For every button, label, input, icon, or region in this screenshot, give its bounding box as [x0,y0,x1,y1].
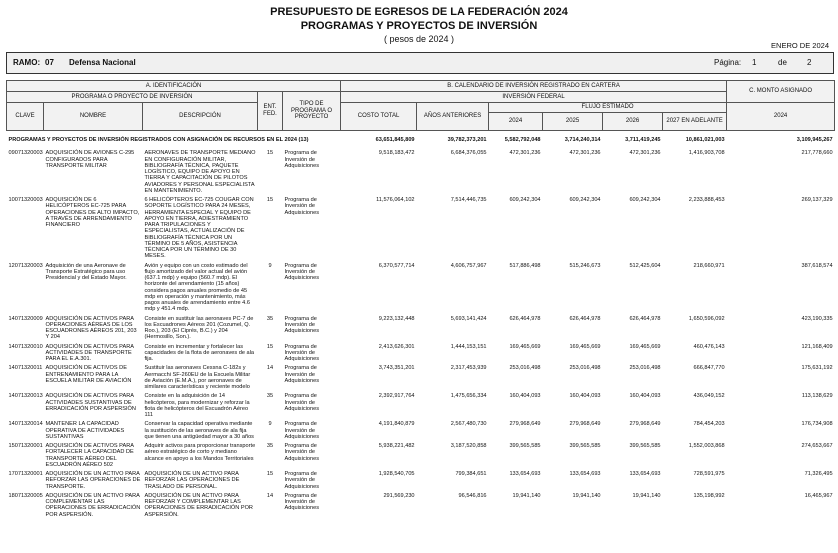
cell-ent-fed: 15 [266,197,274,203]
cell-2027: 1,416,903,708 [688,150,725,157]
total-costo: 63,651,845,809 [375,137,415,143]
investment-table [6,80,835,520]
cell-nombre: ADQUISICIÓN DE AVIONES C-295 CONFIGURADOS PARA TRANSPORTE MILITAR [45,150,135,169]
cell-nombre: ADQUISICIÓN DE ACTIVOS DE ENTRENAMIENTO PARA LA ESCUELA MILITAR DE AVIACIÓN [45,365,132,384]
total-2026: 3,711,419,245 [625,137,661,143]
cell-2024: 517,886,498 [509,262,541,269]
table-header [7,81,835,131]
cell-2027: 666,847,770 [693,365,725,372]
total-2027: 10,861,021,003 [685,137,725,143]
cell-2026: 472,301,236 [629,150,661,157]
col-nombre: NOMBRE [44,103,143,131]
cell-descripcion: Consiste en sustituir las aeronaves PC-7 de los Escuadrones Aéreos 201 (Cozumel, Q. Roo.), 203 (El Ciprés, B.C.) y 204 (Hermosillo, Son.). [144,315,254,341]
cell-2024: 169,465,669 [509,343,541,350]
cell-2027: 2,233,888,453 [688,197,725,203]
cell-2025: 169,465,669 [569,343,601,350]
cell-costo-total: 2,392,917,764 [378,393,415,400]
total-2024: 5,582,792,048 [504,137,541,143]
cell-anos-anteriores: 5,693,141,424 [450,315,487,322]
cell-2026: 133,654,693 [629,471,661,477]
cell-nombre: MANTENER LA CAPACIDAD OPERATIVA DE ACTIVIDADES SUSTANTIVAS [45,421,125,440]
cell-2027: 436,049,152 [693,393,725,400]
cell-clave: 12071320003 [8,262,43,269]
table-row [7,196,835,262]
cell-ent-fed: 14 [266,492,274,499]
cell-anos-anteriores: 1,444,153,151 [450,343,487,350]
report-units: ( pesos de 2024 ) [383,34,455,44]
cell-tipo: Programa de Inversión de Adquisiciones [284,365,320,384]
page-label: Página: [714,58,742,67]
cell-2024: 609,242,304 [509,197,541,203]
cell-costo-total: 3,743,351,201 [378,365,415,372]
cell-nombre: ADQUISICIÓN DE 6 HELICÓPTEROS EC-725 PARA OPERACIONES DE ALTO IMPACTO, A TRAVÉS DE ARRENDAMIENTO FINANCIERO [45,197,140,228]
table-row [7,364,835,392]
table-row [7,392,835,420]
table-row [7,262,835,315]
cell-2026: 512,425,604 [629,262,661,269]
cell-ent-fed: 15 [266,471,274,477]
cell-tipo: Programa de Inversión de Adquisiciones [284,315,320,334]
total-label: PROGRAMAS Y PROYECTOS DE INVERSIÓN REGISTRADOS CON ASIGNACIÓN DE RECURSOS EN EL 2024 (13) [8,137,309,143]
cell-2026: 19,941,140 [632,492,661,499]
table-row [7,149,835,196]
cell-descripcion: Sustituir las aeronaves Cessna C-182s y Aermacchi SF-260EU de la Escuela Militar de Aviación (E.M.A.), por aeronaves de similares características y reciente modelo [144,365,251,390]
cell-costo-total: 9,223,132,448 [378,315,415,322]
cell-2024: 253,016,498 [509,365,541,372]
cell-tipo: Programa de Inversión de Adquisiciones [284,343,320,362]
cell-2024: 399,565,585 [509,443,541,449]
section-monto-asignado: C. MONTO ASIGNADO [727,81,835,103]
col-ent-fed: ENT. FED. [258,92,283,131]
cell-asignado: 71,326,495 [804,471,833,477]
cell-anos-anteriores: 96,546,816 [458,492,487,499]
cell-2025: 133,654,693 [569,471,601,477]
cell-2025: 472,301,236 [569,150,601,157]
report-date: ENERO DE 2024 [771,41,829,50]
col-anos-anteriores: AÑOS ANTERIORES [417,103,489,131]
cell-tipo: Programa de Inversión de Adquisiciones [284,471,320,490]
cell-ent-fed: 15 [266,343,274,350]
section-calendario: B. CALENDARIO DE INVERSIÓN REGISTRADO EN CARTERA [341,81,727,92]
cell-2025: 609,242,304 [569,197,601,203]
cell-descripcion: ADQUISICIÓN DE UN ACTIVO PARA REFORZAR Y COMPLEMENTAR LAS OPERACIONES DE ERRADICACIÓN POR ASPERSIÓN. [144,492,253,518]
page-of-label: de [778,58,787,67]
inversion-federal-header: INVERSIÓN FEDERAL [341,92,727,103]
cell-descripcion: ADQUISICIÓN DE UN ACTIVO PARA REFORZAR LAS OPERACIONES DE TRASLADO DE PERSONAL. [144,471,240,490]
cell-nombre: ADQUISICIÓN DE UN ACTIVO PARA COMPLEMENTAR LAS OPERACIONES DE ERRADICACIÓN POR ASPERSIÓN. [45,492,141,518]
cell-2026: 279,968,649 [629,421,661,428]
cell-asignado: 113,138,629 [801,393,833,400]
cell-tipo: Programa de Inversión de Adquisiciones [284,150,320,169]
col-costo-total: COSTO TOTAL [341,103,417,131]
cell-2026: 626,464,978 [629,315,661,322]
cell-tipo: Programa de Inversión de Adquisiciones [284,443,320,462]
cell-nombre: ADQUISICIÓN DE ACTIVOS PARA ACTIVIDADES DE TRANSPORTE PARA EL E.A.301. [45,343,134,362]
col-tipo: TIPO DE PROGRAMA O PROYECTO [283,92,341,131]
table-row [7,315,835,343]
cell-descripcion: 6 HELICÓPTEROS EC-725 COUGAR CON SOPORTE LOGÍSTICO PARA 24 MESES, HERRAMIENTA ESPECIAL Y EQUIPO DE APOYO EN TIERRA, ADIESTRAMIENTO PARA TRIPULACIONES Y ESPECIALISTAS, ACTUALIZACIÓN DE BIBLIOGRAFÍA TÉCNICA POR UN TÉRMINO DE 5 AÑOS, ASISTENCIA TÉCNICA POR UN TÉRMINO DE 30 MESES. [144,197,254,260]
ramo-label: RAMO: [13,58,41,67]
cell-2025: 626,464,978 [569,315,601,322]
col-2025: 2025 [543,113,603,131]
cell-clave: 15071320001 [8,443,43,449]
cell-costo-total: 291,569,230 [383,492,415,499]
report-title: PRESUPUESTO DE EGRESOS DE LA FEDERACIÓN 2024 [270,6,568,18]
cell-clave: 17071320001 [8,471,43,477]
total-anteriores: 39,782,373,201 [447,137,487,143]
cell-2025: 515,246,673 [569,262,601,269]
report-subtitle: PROGRAMAS Y PROYECTOS DE INVERSIÓN [300,20,538,32]
cell-asignado: 217,778,660 [801,150,833,157]
cell-2024: 472,301,236 [509,150,541,157]
total-2025: 3,714,240,314 [564,137,601,143]
cell-clave: 09071320003 [8,150,43,157]
cell-2027: 1,552,003,868 [688,443,725,449]
cell-2024: 160,404,093 [509,393,541,400]
ramo-bar [6,52,834,74]
cell-2025: 19,941,140 [572,492,601,499]
cell-tipo: Programa de Inversión de Adquisiciones [284,197,320,216]
cell-anos-anteriores: 4,606,757,967 [450,262,487,269]
cell-costo-total: 4,191,840,879 [378,421,415,428]
cell-tipo: Programa de Inversión de Adquisiciones [284,262,320,281]
ramo-name: Defensa Nacional [69,58,136,67]
cell-costo-total: 1,928,540,705 [378,471,415,477]
cell-asignado: 387,618,574 [801,262,833,269]
cell-2024: 19,941,140 [512,492,541,499]
col-descripcion: DESCRIPCIÓN [143,103,258,131]
cell-ent-fed: 35 [266,443,274,449]
cell-tipo: Programa de Inversión de Adquisiciones [284,421,320,440]
cell-nombre: Adquisición de una Aeronave de Transporte Estratégico para uso Presidencial y del Estado Mayor. [45,262,127,281]
cell-anos-anteriores: 1,475,656,334 [450,393,487,400]
cell-asignado: 175,631,192 [801,365,833,372]
cell-descripcion: Consiste en incrementar y fortalecer las capacidades de la flota de aeronaves de ala fija. [144,343,254,362]
cell-ent-fed: 15 [266,150,274,157]
table-row [7,470,835,492]
cell-ent-fed: 35 [266,393,274,400]
flujo-estimado-header: FLUJO ESTIMADO [489,103,727,113]
cell-descripcion: Conservar la capacidad operativa mediante la sustitución de las aeronaves de ala fija que tienen una antigüedad mayor a 30 años [144,421,254,440]
col-2026: 2026 [603,113,663,131]
cell-anos-anteriores: 2,317,453,939 [450,365,487,372]
cell-clave: 18071320005 [8,492,43,499]
cell-clave: 14071320013 [8,393,43,400]
cell-nombre: ADQUISICIÓN DE UN ACTIVO PARA REFORZAR LAS OPERACIONES DE TRANSPORTE. [45,471,141,490]
cell-tipo: Programa de Inversión de Adquisiciones [284,393,320,412]
cell-2026: 253,016,498 [629,365,661,372]
section-identificacion: A. IDENTIFICACIÓN [7,81,341,92]
cell-2026: 169,465,669 [629,343,661,350]
cell-descripcion: Adquirir activos para proporcionar transporte aéreo estratégico de corto y mediano alcance en apoyo a los Mandos Territoriales [144,443,256,462]
cell-anos-anteriores: 7,514,446,735 [450,197,487,203]
col-2024: 2024 [489,113,543,131]
cell-2025: 253,016,498 [569,365,601,372]
cell-2026: 399,565,585 [629,443,661,449]
cell-2025: 399,565,585 [569,443,601,449]
cell-2024: 626,464,978 [509,315,541,322]
cell-2027: 728,591,975 [693,471,725,477]
cell-descripcion: Consiste en la adquisición de 14 helicópteros, para modernizar y reforzar la flota de helicópteros del Escuadrón Aéreo 111 [144,393,250,418]
cell-ent-fed: 14 [266,365,274,372]
cell-ent-fed: 9 [268,421,272,428]
programa-header: PROGRAMA O PROYECTO DE INVERSIÓN [7,92,258,103]
page-number: 1 [752,58,757,67]
table-row [7,442,835,470]
cell-asignado: 269,137,329 [801,197,833,203]
cell-asignado: 176,734,908 [801,421,833,428]
cell-clave: 14071320011 [8,365,43,372]
table-row [7,420,835,442]
cell-costo-total: 6,370,577,714 [378,262,415,269]
cell-2027: 135,198,992 [693,492,725,499]
cell-costo-total: 11,576,064,102 [376,197,415,203]
cell-costo-total: 2,413,626,301 [378,343,415,350]
cell-ent-fed: 35 [266,315,274,322]
cell-asignado: 274,653,667 [801,443,833,449]
cell-costo-total: 9,518,183,472 [378,150,415,157]
table-row [7,492,835,520]
cell-descripcion: AERONAVES DE TRANSPORTE MEDIANO EN CONFIGURACIÓN MILITAR, BIBLIOGRAFÍA TÉCNICA, PAQUETE LOGÍSTICO, EQUIPO DE APOYO EN TIERRA Y CAPACITACIÓN DE PILOTOS AVIADORES Y PERSONAL ESPECIALISTA EN MANTENIMIENTO. [144,150,256,194]
cell-2025: 160,404,093 [569,393,601,400]
cell-2027: 1,650,596,092 [688,315,725,322]
ramo-number: 07 [45,58,54,67]
cell-2024: 279,968,649 [509,421,541,428]
page-total: 2 [807,58,812,67]
cell-anos-anteriores: 799,384,651 [455,471,487,477]
table-body [7,131,835,520]
cell-asignado: 121,168,409 [801,343,833,350]
cell-2027: 218,660,971 [693,262,725,269]
cell-nombre: ADQUISICIÓN DE ACTIVOS PARA OPERACIONES AÉREAS DE LOS ESCUADRONES AÉREOS 201, 203 Y 204 [45,315,137,341]
cell-2024: 133,654,693 [509,471,541,477]
col-clave: CLAVE [7,103,44,131]
cell-clave: 14071320009 [8,315,43,322]
cell-costo-total: 5,938,221,482 [378,443,415,449]
col-asignado-2024: 2024 [727,103,835,131]
cell-descripcion: Avión y equipo con un costo estimado del flujo amortizado del valor actual del avión (637.1 mdp) y equipo (560.7 mdp). El horizonte del arrendamiento (15 años) considera pagos anuales promedio de 45 mdp en operación y mantenimiento, más pagos anuales de arrendamiento entre 4.6 mdp y 451.4 mdp. [144,262,250,313]
total-asignado: 3,109,945,267 [796,137,833,143]
cell-tipo: Programa de Inversión de Adquisiciones [284,492,320,512]
col-2027: 2027 EN ADELANTE [663,113,727,131]
cell-2025: 279,968,649 [569,421,601,428]
cell-anos-anteriores: 2,567,480,730 [450,421,487,428]
cell-nombre: ADQUISICIÓN DE ACTIVOS PARA ACTIVIDADES SUSTANTIVAS DE ERRADICACIÓN POR ASPERSIÓN [45,393,136,412]
cell-ent-fed: 9 [268,262,272,269]
cell-clave: 14071320014 [8,421,43,428]
cell-nombre: ADQUISICIÓN DE ACTIVOS PARA FORTALECER LA CAPACIDAD DE TRANSPORTE AÉREO DEL ESCUADRÓN AÉREO 502 [45,443,134,468]
cell-2027: 460,476,143 [693,343,725,350]
cell-anos-anteriores: 3,187,520,858 [450,443,487,449]
cell-asignado: 16,465,967 [804,492,833,499]
cell-anos-anteriores: 6,684,376,055 [450,150,487,157]
cell-2027: 784,454,203 [693,421,725,428]
cell-asignado: 423,190,335 [801,315,833,322]
cell-2026: 609,242,304 [629,197,661,203]
total-row [7,131,835,150]
cell-2026: 160,404,093 [629,393,661,400]
cell-clave: 14071320010 [8,343,43,350]
cell-clave: 10071320003 [8,197,43,203]
table-row [7,343,835,365]
